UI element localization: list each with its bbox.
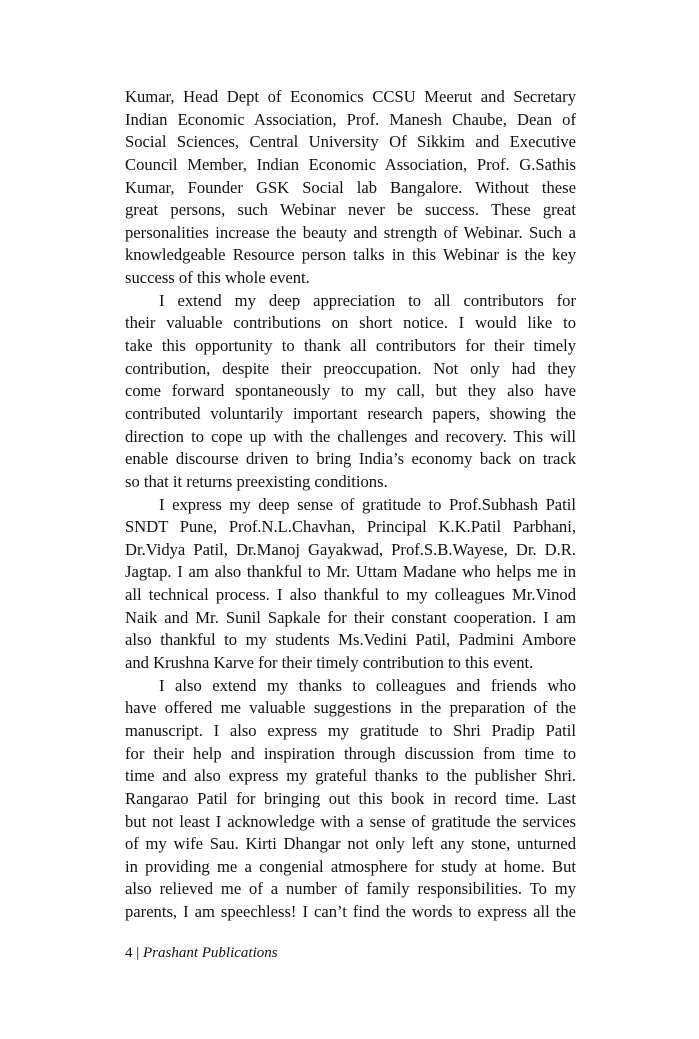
text-line: Kumar, Head Dept of Economics CCSU Meerut and Secretary: [125, 87, 576, 106]
text-line: time and also express my grateful thanks to the publisher Shri.: [125, 766, 576, 786]
text-line: enable discourse driven to bring India’s economy back on track: [125, 449, 576, 469]
paragraph: [125, 86, 576, 290]
text-line: personalities increase the beauty and strength of Webinar. Such a: [125, 222, 576, 242]
text-line: great persons, such Webinar never be success. These great: [125, 200, 576, 220]
footer-separator: |: [132, 945, 144, 961]
page-footer: [125, 945, 278, 962]
text-line: so that it returns preexisting conditions.: [125, 471, 388, 491]
text-line: I express my deep sense of gratitude to Prof.Subhash Patil: [159, 494, 576, 514]
text-line: Dr.Vidya Patil, Dr.Manoj Gayakwad, Prof.S.B.Wayese, Dr. D.R.: [125, 539, 576, 559]
text-line: also thankful to my students Ms.Vedini Patil, Padmini Ambore: [125, 630, 576, 650]
text-line: their valuable contributions on short notice. I would like to: [125, 313, 576, 333]
text-line: Rangarao Patil for bringing out this book in record time. Last: [125, 788, 576, 808]
text-line: but not least I acknowledge with a sense of gratitude the services: [125, 811, 576, 831]
text-line: SNDT Pune, Prof.N.L.Chavhan, Principal K.K.Patil Parbhani,: [125, 517, 576, 537]
text-line: have offered me valuable suggestions in the preparation of the: [125, 698, 576, 718]
text-line: parents, I am speechless! I can’t find the words to express all the: [125, 902, 576, 922]
text-line: Naik and Mr. Sunil Sapkale for their constant cooperation. I am: [125, 607, 576, 627]
text-line: contributed voluntarily important research papers, showing the: [125, 403, 576, 423]
text-line: knowledgeable Resource person talks in this Webinar is the key: [125, 245, 576, 265]
body-text: [125, 86, 576, 924]
text-line: Council Member, Indian Economic Association, Prof. G.Sathis: [125, 154, 576, 174]
text-line: Jagtap. I am also thankful to Mr. Uttam Madane who helps me in: [125, 562, 576, 582]
text-line: of my wife Sau. Kirti Dhangar not only left any stone, unturned: [125, 834, 576, 854]
paragraph: [125, 675, 576, 924]
text-line: contribution, despite their preoccupation. Not only had they: [125, 358, 576, 378]
text-line: come forward spontaneously to my call, but they also have: [125, 381, 576, 401]
publisher-name: Prashant Publications: [143, 945, 278, 961]
text-line: Indian Economic Association, Prof. Manesh Chaube, Dean of: [125, 109, 576, 129]
text-line: for their help and inspiration through discussion from time to: [125, 743, 576, 763]
text-line: Kumar, Founder GSK Social lab Bangalore. Without these: [125, 177, 576, 197]
text-line: all technical process. I also thankful to my colleagues Mr.Vinod: [125, 585, 576, 605]
paragraph: [125, 290, 576, 494]
text-line: I extend my deep appreciation to all contributors for: [159, 290, 576, 310]
text-line: direction to cope up with the challenges and recovery. This will: [125, 426, 576, 446]
page-number: 4: [125, 945, 133, 961]
text-line: and Krushna Karve for their timely contribution to this event.: [125, 653, 534, 673]
text-line: Social Sciences, Central University Of Sikkim and Executive: [125, 132, 576, 152]
text-line: take this opportunity to thank all contributors for their timely: [125, 336, 576, 356]
text-line: manuscript. I also express my gratitude to Shri Pradip Patil: [125, 720, 576, 740]
text-line: also relieved me of a number of family responsibilities. To my: [125, 879, 576, 899]
text-line: in providing me a congenial atmosphere for study at home. But: [125, 856, 576, 876]
text-line: I also extend my thanks to colleagues and friends who: [159, 675, 576, 695]
paragraph: [125, 494, 576, 675]
text-line: success of this whole event.: [125, 268, 310, 288]
